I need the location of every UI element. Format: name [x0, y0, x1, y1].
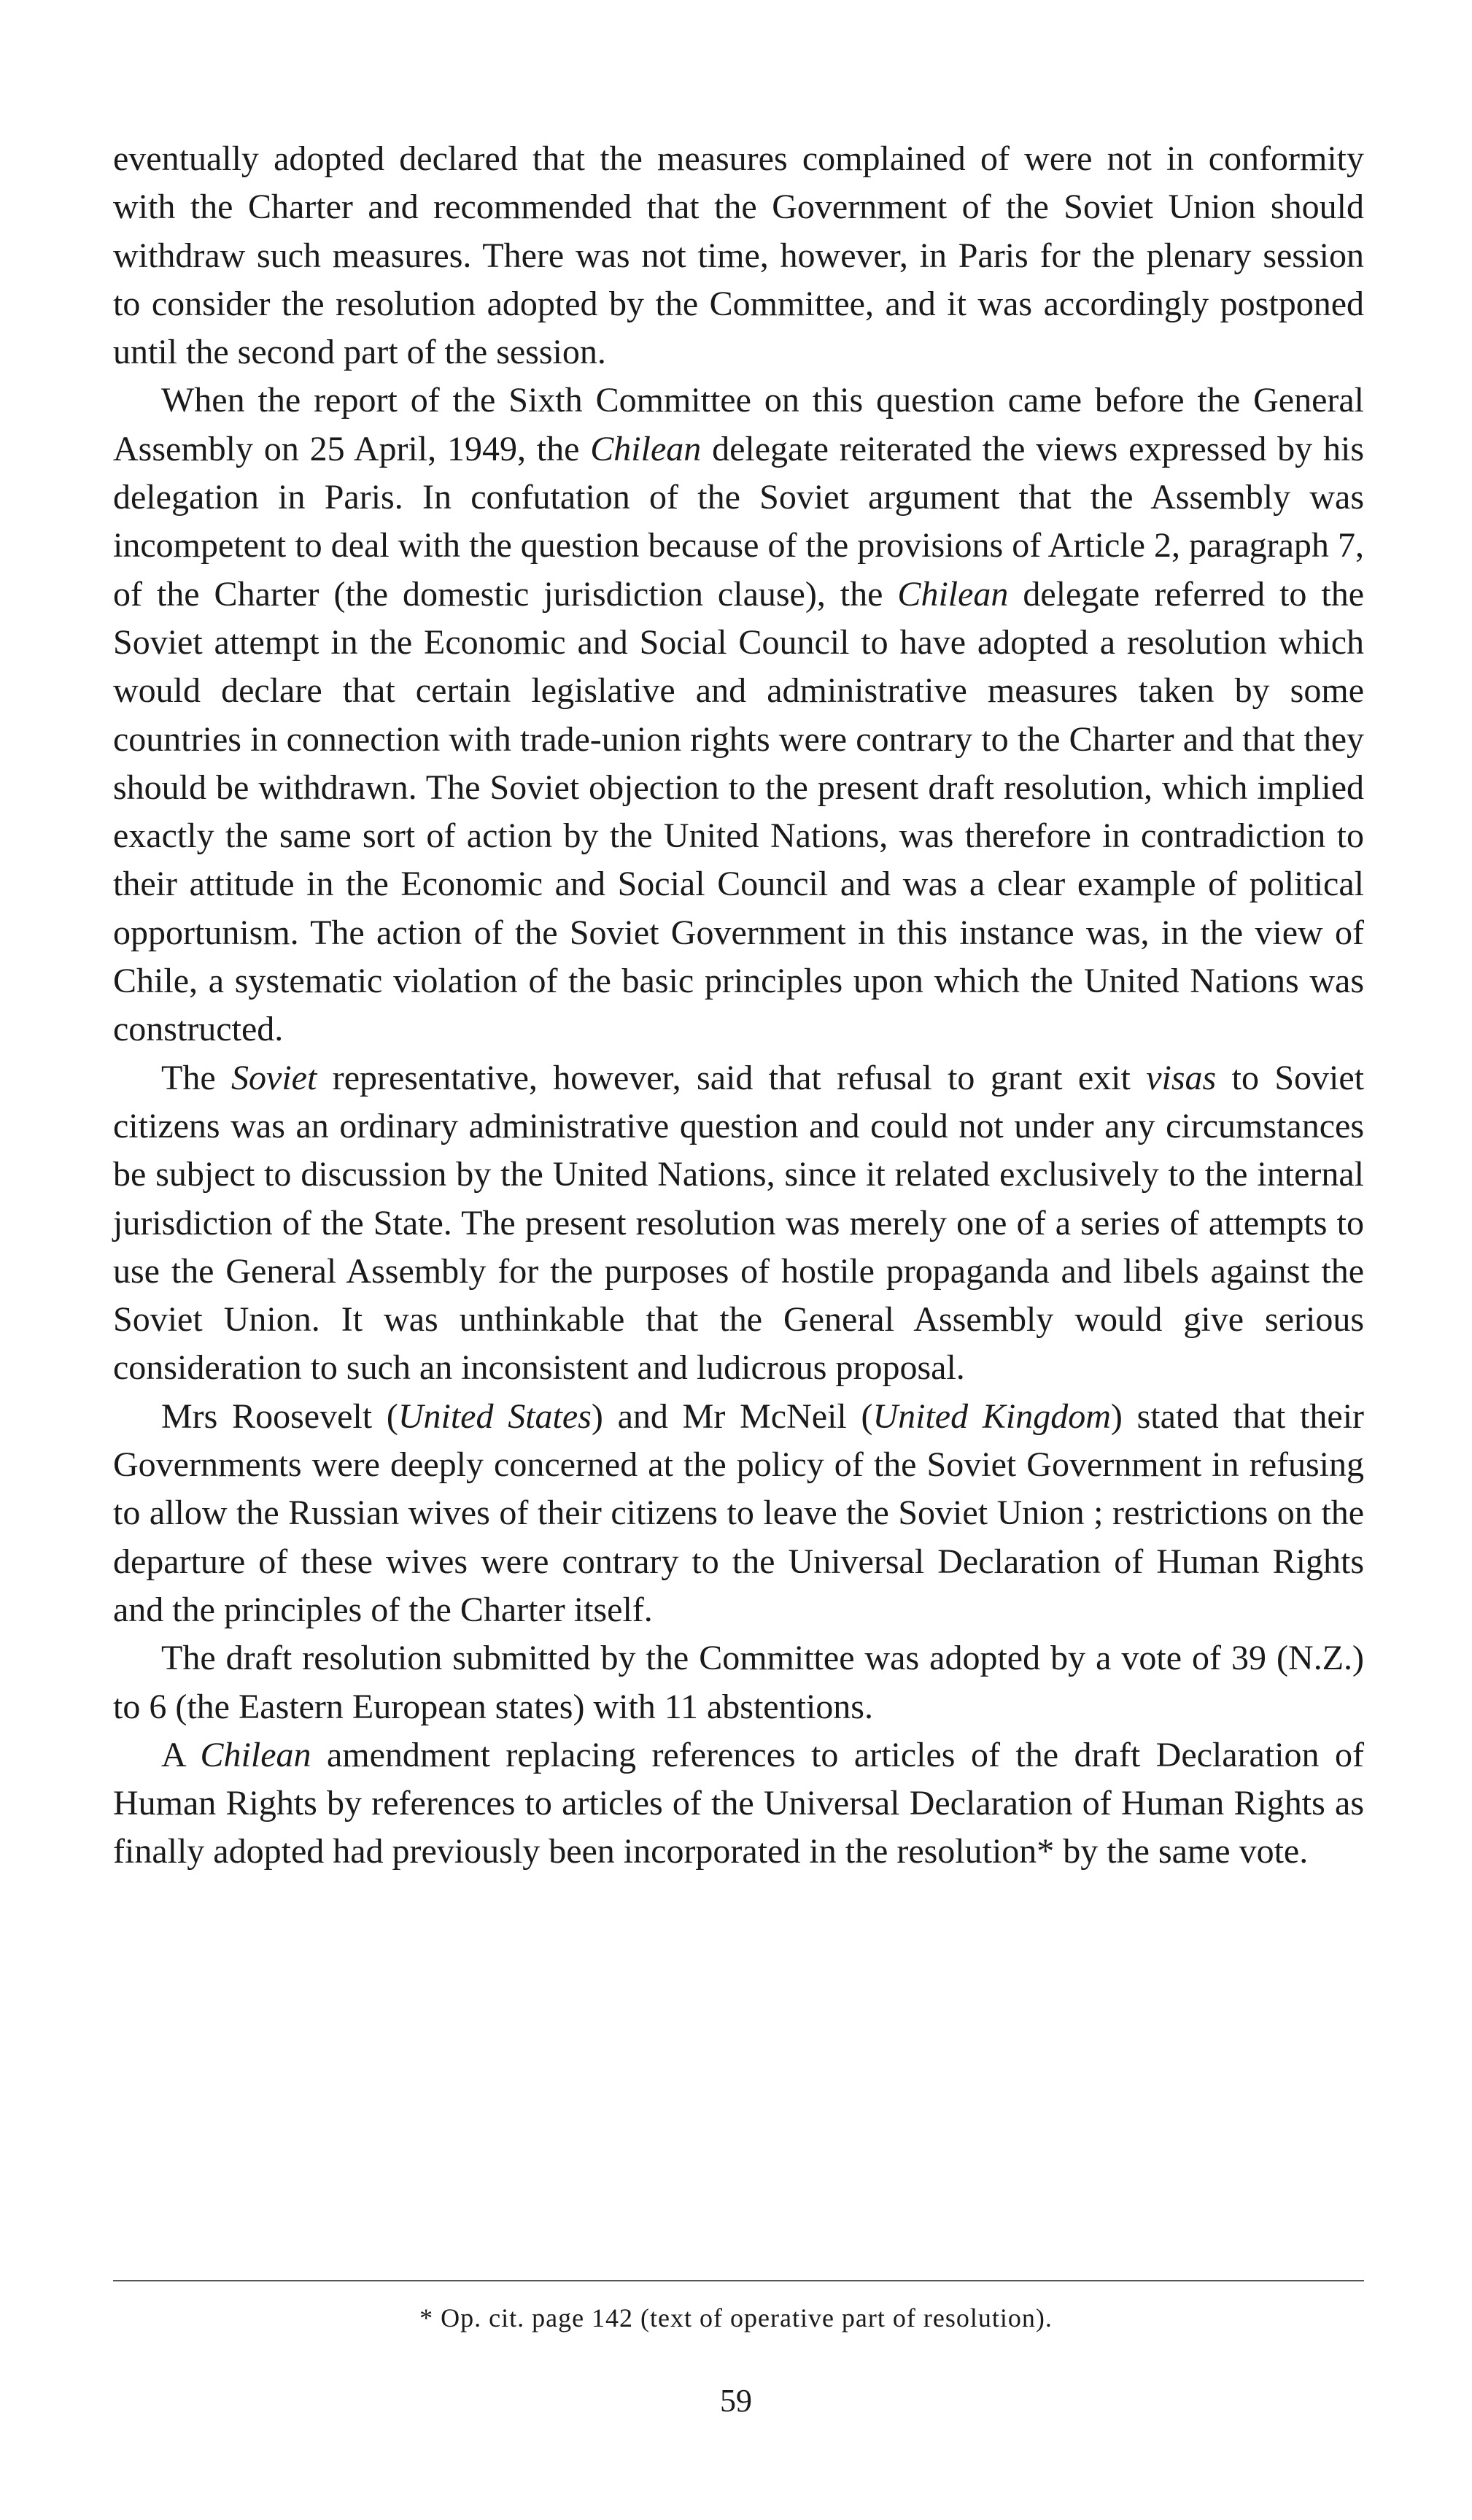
footnote-divider	[113, 2280, 1364, 2281]
paragraph-3-text-e: to Soviet citizens was an ordinary administrative question and could not under any circumstances be subject to discussion by the United Nations, since it related exclusively to the internal jurisdiction of the State. The present resolution was merely one of a series of attempts to use the General Assembly for the purposes of hostile propaganda and libels against the Soviet Union. It was unthinkable that the General Assembly would give serious consideration to such an inconsistent and ludicrous proposal.	[113, 1058, 1365, 1388]
paragraph-1-text: eventually adopted declared that the measures complained of were not in conformity with the Charter and recommended that the Government of the Soviet Union should withdraw such measures. There was not time, however, in Paris for the plenary session to consider the resolution adopted by the Committee, and it was accordingly postponed until the second part of the session.	[113, 139, 1364, 372]
paragraph-4-text-c: ) and Mr McNeil (	[591, 1396, 873, 1436]
paragraph-2-italic-chilean-1: Chilean	[590, 429, 702, 468]
page-body	[113, 135, 1364, 1877]
paragraph-5-text: The draft resolution submitted by the Committee was adopted by a vote of 39 (N.Z.) to 6 (the Eastern European states) with 11 abstentions.	[113, 1639, 1364, 1726]
paragraph-2-text-e: delegate referred to the Soviet attempt in the Economic and Social Council to have adopted a resolution which would declare that certain legislative and administrative measures taken by some countries in connection with trade-union rights were contrary to the Charter and that they should be withdrawn. The Soviet objection to the present draft resolution, which implied exactly the same sort of action by the United Nations, was therefore in contradiction to their attitude in the Economic and Social Council and was a clear example of political opportunism. The action of the Soviet Government in this instance was, in the view of Chile, a systematic violation of the basic principles upon which the United Nations was constructed.	[113, 574, 1365, 1049]
paragraph-6	[113, 1731, 1364, 1877]
paragraph-4-text-a: Mrs Roosevelt (	[161, 1396, 398, 1436]
page-number: 59	[720, 2383, 752, 2419]
paragraph-6-text-c: amendment replacing references to articles of the draft Declaration of Human Rights by references to articles of the Universal Declaration of Human Rights as finally adopted had previously been incorporated in the resolution* by the same vote.	[113, 1735, 1364, 1871]
paragraph-3-italic-visas: visas	[1146, 1058, 1217, 1097]
paragraph-2-italic-chilean-2: Chilean	[897, 574, 1009, 614]
paragraph-4-italic-united-kingdom: United Kingdom	[872, 1396, 1111, 1436]
paragraph-2-text-c: delegate reiterated the views expressed by his delegation in Paris. In confutation of the Soviet argument that the Assembly was incompetent to deal with the question because of the provisions of Article 2, paragraph 7, of the Charter (the domestic jurisdiction clause), the	[113, 429, 1365, 614]
paragraph-4-italic-united-states: United States	[398, 1396, 592, 1436]
footnote: * Op. cit. page 142 (text of operative part of resolution).	[419, 2303, 1053, 2332]
paragraph-3-text-c: representative, however, said that refusal to grant exit	[317, 1058, 1147, 1097]
paragraph-3-text-a: The	[161, 1058, 232, 1097]
paragraph-4-text-e: ) stated that their Governments were deeply concerned at the policy of the Soviet Government in refusing to allow the Russian wives of their citizens to leave the Soviet Union ; restrictions on the departure of these wives were contrary to the Universal Declaration of Human Rights and the principles of the Charter itself.	[113, 1396, 1365, 1629]
paragraph-6-italic-chilean: Chilean	[200, 1735, 311, 1774]
paragraph-5	[113, 1634, 1364, 1731]
paragraph-2	[113, 376, 1364, 1054]
paragraph-2-text-a: When the report of the Sixth Committee on this question came before the General Assembly on 25 April, 1949, the	[113, 381, 1364, 468]
paragraph-4	[113, 1393, 1364, 1634]
paragraph-3	[113, 1054, 1364, 1393]
paragraph-6-text-a: A	[161, 1735, 201, 1774]
paragraph-1	[113, 135, 1364, 376]
paragraph-3-italic-soviet: Soviet	[231, 1058, 317, 1097]
